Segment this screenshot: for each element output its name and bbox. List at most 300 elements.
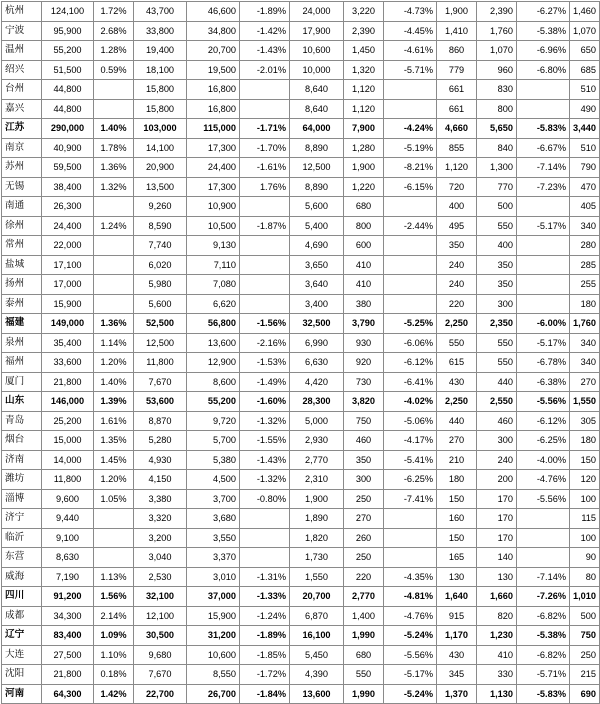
- cell-value-4: 4,690: [290, 236, 344, 256]
- cell-value-3: 10,500: [187, 216, 240, 236]
- cell-value-1: 55,200: [42, 41, 94, 61]
- cell-rate-2: -1.53%: [240, 353, 290, 373]
- cell-value-5: 250: [344, 489, 384, 509]
- cell-value-6: 661: [437, 99, 477, 119]
- cell-value-7: 840: [477, 138, 517, 158]
- cell-rate-4: -5.83%: [517, 684, 570, 704]
- cell-value-8: 285: [570, 255, 600, 275]
- cell-value-4: 28,300: [290, 392, 344, 412]
- cell-value-6: 270: [437, 431, 477, 451]
- cell-value-8: 405: [570, 197, 600, 217]
- cell-value-1: 9,600: [42, 489, 94, 509]
- cell-value-4: 10,600: [290, 41, 344, 61]
- cell-value-6: 1,640: [437, 587, 477, 607]
- cell-rate-3: [384, 236, 437, 256]
- cell-rate-1: 0.18%: [94, 665, 134, 685]
- cell-region-name: 沈阳: [2, 665, 42, 685]
- cell-value-6: 855: [437, 138, 477, 158]
- cell-value-5: 800: [344, 216, 384, 236]
- cell-region-name: 徐州: [2, 216, 42, 236]
- cell-value-6: 1,170: [437, 626, 477, 646]
- cell-value-3: 16,800: [187, 80, 240, 100]
- cell-value-2: 3,200: [134, 528, 187, 548]
- table-row: [2, 333, 600, 353]
- cell-value-2: 22,700: [134, 684, 187, 704]
- cell-rate-1: [94, 509, 134, 529]
- cell-value-4: 12,500: [290, 158, 344, 178]
- cell-value-5: 3,790: [344, 314, 384, 334]
- cell-rate-4: [517, 236, 570, 256]
- cell-value-6: 4,660: [437, 119, 477, 139]
- cell-value-5: 3,820: [344, 392, 384, 412]
- cell-value-5: 1,120: [344, 99, 384, 119]
- cell-rate-1: 1.09%: [94, 626, 134, 646]
- cell-rate-1: [94, 528, 134, 548]
- cell-rate-2: [240, 255, 290, 275]
- cell-value-1: 7,190: [42, 567, 94, 587]
- cell-value-4: 1,550: [290, 567, 344, 587]
- cell-value-7: 300: [477, 294, 517, 314]
- cell-region-name: 淄博: [2, 489, 42, 509]
- cell-value-3: 13,600: [187, 333, 240, 353]
- cell-rate-2: [240, 528, 290, 548]
- cell-value-1: 34,300: [42, 606, 94, 626]
- cell-region-name: 温州: [2, 41, 42, 61]
- cell-value-3: 8,550: [187, 665, 240, 685]
- cell-value-1: 21,800: [42, 665, 94, 685]
- cell-value-4: 32,500: [290, 314, 344, 334]
- cell-rate-1: [94, 275, 134, 295]
- cell-rate-2: [240, 275, 290, 295]
- cell-rate-3: -6.41%: [384, 372, 437, 392]
- cell-rate-3: [384, 548, 437, 568]
- cell-value-8: 215: [570, 665, 600, 685]
- cell-value-5: 380: [344, 294, 384, 314]
- cell-value-7: 350: [477, 255, 517, 275]
- cell-value-8: 180: [570, 431, 600, 451]
- cell-value-6: 615: [437, 353, 477, 373]
- cell-value-5: 1,400: [344, 606, 384, 626]
- cell-rate-3: -4.81%: [384, 587, 437, 607]
- cell-rate-4: -5.71%: [517, 665, 570, 685]
- cell-value-4: 1,730: [290, 548, 344, 568]
- cell-rate-2: -2.01%: [240, 60, 290, 80]
- cell-value-1: 59,500: [42, 158, 94, 178]
- cell-value-2: 5,280: [134, 431, 187, 451]
- cell-rate-1: 1.36%: [94, 314, 134, 334]
- table-row: [2, 60, 600, 80]
- cell-rate-1: 1.05%: [94, 489, 134, 509]
- cell-rate-2: -1.49%: [240, 372, 290, 392]
- cell-rate-2: -1.43%: [240, 450, 290, 470]
- cell-value-3: 115,000: [187, 119, 240, 139]
- cell-value-7: 1,760: [477, 21, 517, 41]
- cell-value-2: 3,040: [134, 548, 187, 568]
- cell-rate-2: [240, 294, 290, 314]
- cell-value-6: 345: [437, 665, 477, 685]
- cell-rate-1: 1.72%: [94, 2, 134, 22]
- cell-value-6: 1,900: [437, 2, 477, 22]
- cell-rate-1: [94, 548, 134, 568]
- cell-value-2: 30,500: [134, 626, 187, 646]
- cell-rate-3: -5.25%: [384, 314, 437, 334]
- cell-rate-3: [384, 275, 437, 295]
- cell-rate-2: -1.85%: [240, 645, 290, 665]
- cell-value-5: 1,280: [344, 138, 384, 158]
- cell-value-5: 260: [344, 528, 384, 548]
- cell-rate-1: 1.10%: [94, 645, 134, 665]
- cell-value-6: 430: [437, 645, 477, 665]
- cell-value-5: 2,390: [344, 21, 384, 41]
- cell-value-2: 20,900: [134, 158, 187, 178]
- cell-rate-2: -1.60%: [240, 392, 290, 412]
- cell-value-8: 250: [570, 645, 600, 665]
- cell-value-3: 19,500: [187, 60, 240, 80]
- cell-rate-3: -6.15%: [384, 177, 437, 197]
- cell-value-6: 150: [437, 528, 477, 548]
- cell-rate-1: [94, 80, 134, 100]
- cell-value-6: 210: [437, 450, 477, 470]
- cell-rate-2: -1.31%: [240, 567, 290, 587]
- cell-rate-2: -1.55%: [240, 431, 290, 451]
- cell-rate-2: -1.24%: [240, 606, 290, 626]
- cell-region-name: 济南: [2, 450, 42, 470]
- cell-value-7: 1,660: [477, 587, 517, 607]
- cell-value-8: 115: [570, 509, 600, 529]
- cell-region-name: 东营: [2, 548, 42, 568]
- cell-region-name: 苏州: [2, 158, 42, 178]
- cell-value-6: 2,250: [437, 314, 477, 334]
- cell-value-3: 3,010: [187, 567, 240, 587]
- cell-value-6: 165: [437, 548, 477, 568]
- cell-rate-4: -6.00%: [517, 314, 570, 334]
- cell-rate-2: -1.89%: [240, 626, 290, 646]
- cell-value-6: 1,410: [437, 21, 477, 41]
- cell-value-6: 400: [437, 197, 477, 217]
- cell-rate-1: 1.14%: [94, 333, 134, 353]
- cell-value-2: 12,100: [134, 606, 187, 626]
- cell-value-2: 19,400: [134, 41, 187, 61]
- cell-rate-1: 1.13%: [94, 567, 134, 587]
- cell-value-5: 350: [344, 450, 384, 470]
- cell-value-7: 830: [477, 80, 517, 100]
- cell-rate-4: -6.67%: [517, 138, 570, 158]
- cell-value-7: 170: [477, 509, 517, 529]
- cell-region-name: 厦门: [2, 372, 42, 392]
- cell-value-8: 100: [570, 528, 600, 548]
- cell-value-4: 5,450: [290, 645, 344, 665]
- cell-value-3: 10,900: [187, 197, 240, 217]
- cell-region-name: 常州: [2, 236, 42, 256]
- cell-rate-2: -1.89%: [240, 2, 290, 22]
- cell-rate-4: [517, 275, 570, 295]
- cell-rate-1: 1.40%: [94, 119, 134, 139]
- cell-rate-1: 0.59%: [94, 60, 134, 80]
- table-row: [2, 275, 600, 295]
- table-row: [2, 567, 600, 587]
- table-row: [2, 216, 600, 236]
- cell-value-2: 9,680: [134, 645, 187, 665]
- cell-value-6: 550: [437, 333, 477, 353]
- cell-value-5: 550: [344, 665, 384, 685]
- cell-value-6: 180: [437, 470, 477, 490]
- cell-value-7: 350: [477, 275, 517, 295]
- cell-value-5: 1,990: [344, 626, 384, 646]
- cell-value-8: 180: [570, 294, 600, 314]
- cell-region-name: 四川: [2, 587, 42, 607]
- cell-rate-2: -2.16%: [240, 333, 290, 353]
- cell-value-1: 149,000: [42, 314, 94, 334]
- cell-rate-3: -4.45%: [384, 21, 437, 41]
- cell-value-1: 44,800: [42, 80, 94, 100]
- cell-value-3: 17,300: [187, 177, 240, 197]
- cell-value-4: 1,820: [290, 528, 344, 548]
- table-row-province: [2, 684, 600, 704]
- cell-value-8: 490: [570, 99, 600, 119]
- cell-rate-3: [384, 255, 437, 275]
- cell-value-4: 6,870: [290, 606, 344, 626]
- cell-value-8: 270: [570, 372, 600, 392]
- cell-rate-3: -7.41%: [384, 489, 437, 509]
- cell-rate-3: [384, 509, 437, 529]
- cell-value-3: 24,400: [187, 158, 240, 178]
- cell-value-4: 8,640: [290, 80, 344, 100]
- cell-value-5: 680: [344, 645, 384, 665]
- cell-value-2: 15,800: [134, 99, 187, 119]
- cell-value-1: 25,200: [42, 411, 94, 431]
- cell-rate-1: 1.39%: [94, 392, 134, 412]
- cell-rate-4: [517, 255, 570, 275]
- cell-value-5: 1,990: [344, 684, 384, 704]
- cell-region-name: 嘉兴: [2, 99, 42, 119]
- cell-rate-1: 1.56%: [94, 587, 134, 607]
- cell-value-7: 240: [477, 450, 517, 470]
- cell-rate-1: 1.45%: [94, 450, 134, 470]
- cell-value-5: 250: [344, 548, 384, 568]
- cell-region-name: 无锡: [2, 177, 42, 197]
- cell-value-2: 7,670: [134, 372, 187, 392]
- cell-rate-2: -1.84%: [240, 684, 290, 704]
- cell-value-5: 1,320: [344, 60, 384, 80]
- cell-rate-3: -4.76%: [384, 606, 437, 626]
- cell-value-1: 22,000: [42, 236, 94, 256]
- cell-value-7: 170: [477, 528, 517, 548]
- table-row: [2, 21, 600, 41]
- cell-rate-3: -5.24%: [384, 626, 437, 646]
- cell-rate-4: -7.23%: [517, 177, 570, 197]
- cell-region-name: 绍兴: [2, 60, 42, 80]
- cell-value-4: 1,900: [290, 489, 344, 509]
- cell-value-5: 1,900: [344, 158, 384, 178]
- cell-value-6: 860: [437, 41, 477, 61]
- cell-region-name: 成都: [2, 606, 42, 626]
- table-row-province: [2, 392, 600, 412]
- cell-value-6: 160: [437, 509, 477, 529]
- statistics-table: [1, 1, 600, 704]
- cell-rate-4: -7.14%: [517, 567, 570, 587]
- cell-value-3: 5,700: [187, 431, 240, 451]
- cell-rate-3: -5.71%: [384, 60, 437, 80]
- cell-rate-4: -6.82%: [517, 606, 570, 626]
- cell-value-3: 7,080: [187, 275, 240, 295]
- cell-rate-2: -1.87%: [240, 216, 290, 236]
- cell-value-3: 37,000: [187, 587, 240, 607]
- cell-value-1: 17,000: [42, 275, 94, 295]
- cell-value-7: 800: [477, 99, 517, 119]
- cell-value-4: 16,100: [290, 626, 344, 646]
- cell-rate-1: [94, 255, 134, 275]
- cell-value-5: 730: [344, 372, 384, 392]
- cell-value-5: 3,220: [344, 2, 384, 22]
- cell-rate-3: [384, 294, 437, 314]
- cell-region-name: 威海: [2, 567, 42, 587]
- cell-rate-4: [517, 197, 570, 217]
- cell-value-4: 13,600: [290, 684, 344, 704]
- cell-region-name: 河南: [2, 684, 42, 704]
- cell-value-2: 5,980: [134, 275, 187, 295]
- table-row: [2, 80, 600, 100]
- cell-region-name: 台州: [2, 80, 42, 100]
- cell-value-8: 470: [570, 177, 600, 197]
- cell-region-name: 泉州: [2, 333, 42, 353]
- cell-value-3: 17,300: [187, 138, 240, 158]
- cell-value-7: 140: [477, 548, 517, 568]
- cell-value-3: 4,500: [187, 470, 240, 490]
- cell-value-7: 2,550: [477, 392, 517, 412]
- table-row: [2, 606, 600, 626]
- cell-value-7: 440: [477, 372, 517, 392]
- cell-value-7: 460: [477, 411, 517, 431]
- cell-rate-1: 1.78%: [94, 138, 134, 158]
- cell-value-1: 124,100: [42, 2, 94, 22]
- cell-value-6: 150: [437, 489, 477, 509]
- cell-value-3: 7,110: [187, 255, 240, 275]
- cell-rate-4: -6.27%: [517, 2, 570, 22]
- table-row: [2, 177, 600, 197]
- cell-rate-2: [240, 548, 290, 568]
- cell-value-4: 2,770: [290, 450, 344, 470]
- cell-rate-4: -6.80%: [517, 60, 570, 80]
- cell-value-4: 6,630: [290, 353, 344, 373]
- cell-region-name: 烟台: [2, 431, 42, 451]
- cell-region-name: 临沂: [2, 528, 42, 548]
- cell-value-8: 1,550: [570, 392, 600, 412]
- cell-value-5: 1,450: [344, 41, 384, 61]
- cell-value-6: 720: [437, 177, 477, 197]
- table-row: [2, 509, 600, 529]
- cell-value-4: 10,000: [290, 60, 344, 80]
- cell-rate-3: -6.06%: [384, 333, 437, 353]
- cell-value-4: 8,890: [290, 138, 344, 158]
- cell-value-1: 35,400: [42, 333, 94, 353]
- cell-rate-2: -1.72%: [240, 665, 290, 685]
- cell-value-3: 9,720: [187, 411, 240, 431]
- cell-rate-3: [384, 528, 437, 548]
- cell-value-2: 7,740: [134, 236, 187, 256]
- cell-value-6: 1,370: [437, 684, 477, 704]
- cell-value-6: 661: [437, 80, 477, 100]
- cell-value-8: 1,460: [570, 2, 600, 22]
- cell-value-1: 9,100: [42, 528, 94, 548]
- cell-value-1: 9,440: [42, 509, 94, 529]
- cell-value-1: 146,000: [42, 392, 94, 412]
- cell-rate-1: 1.42%: [94, 684, 134, 704]
- cell-rate-1: 1.28%: [94, 41, 134, 61]
- cell-region-name: 盐城: [2, 255, 42, 275]
- cell-value-8: 340: [570, 333, 600, 353]
- cell-rate-4: -5.56%: [517, 392, 570, 412]
- cell-value-3: 9,130: [187, 236, 240, 256]
- cell-value-1: 26,300: [42, 197, 94, 217]
- cell-value-8: 650: [570, 41, 600, 61]
- cell-rate-4: -6.38%: [517, 372, 570, 392]
- cell-value-4: 2,310: [290, 470, 344, 490]
- table-row: [2, 294, 600, 314]
- cell-region-name: 南通: [2, 197, 42, 217]
- cell-rate-1: 2.14%: [94, 606, 134, 626]
- cell-value-2: 53,600: [134, 392, 187, 412]
- cell-rate-3: -6.12%: [384, 353, 437, 373]
- cell-value-1: 17,100: [42, 255, 94, 275]
- cell-value-7: 1,070: [477, 41, 517, 61]
- cell-value-4: 5,400: [290, 216, 344, 236]
- cell-value-8: 510: [570, 138, 600, 158]
- cell-value-8: 80: [570, 567, 600, 587]
- cell-value-6: 240: [437, 255, 477, 275]
- cell-value-2: 11,800: [134, 353, 187, 373]
- cell-rate-2: -1.70%: [240, 138, 290, 158]
- cell-value-7: 330: [477, 665, 517, 685]
- table-row: [2, 431, 600, 451]
- cell-value-3: 16,800: [187, 99, 240, 119]
- cell-value-2: 13,500: [134, 177, 187, 197]
- cell-value-3: 34,800: [187, 21, 240, 41]
- cell-value-7: 960: [477, 60, 517, 80]
- cell-rate-4: -5.17%: [517, 216, 570, 236]
- cell-rate-1: [94, 99, 134, 119]
- cell-rate-1: 1.36%: [94, 158, 134, 178]
- cell-value-2: 14,100: [134, 138, 187, 158]
- cell-region-name: 济宁: [2, 509, 42, 529]
- cell-rate-4: -4.76%: [517, 470, 570, 490]
- cell-rate-2: -1.33%: [240, 587, 290, 607]
- cell-value-7: 550: [477, 333, 517, 353]
- cell-value-1: 15,000: [42, 431, 94, 451]
- cell-value-7: 1,300: [477, 158, 517, 178]
- cell-rate-2: -0.80%: [240, 489, 290, 509]
- table-row: [2, 353, 600, 373]
- cell-rate-2: 1.76%: [240, 177, 290, 197]
- cell-rate-3: -5.06%: [384, 411, 437, 431]
- cell-rate-3: [384, 197, 437, 217]
- cell-value-5: 270: [344, 509, 384, 529]
- cell-value-6: 2,250: [437, 392, 477, 412]
- cell-value-6: 240: [437, 275, 477, 295]
- cell-rate-4: -5.38%: [517, 21, 570, 41]
- cell-value-7: 1,130: [477, 684, 517, 704]
- cell-value-6: 1,120: [437, 158, 477, 178]
- cell-rate-3: -4.02%: [384, 392, 437, 412]
- cell-value-3: 20,700: [187, 41, 240, 61]
- cell-value-1: 11,800: [42, 470, 94, 490]
- table-row: [2, 236, 600, 256]
- table-body: [2, 2, 600, 704]
- cell-value-7: 500: [477, 197, 517, 217]
- cell-value-1: 83,400: [42, 626, 94, 646]
- cell-value-3: 3,680: [187, 509, 240, 529]
- cell-value-1: 91,200: [42, 587, 94, 607]
- cell-rate-3: -4.61%: [384, 41, 437, 61]
